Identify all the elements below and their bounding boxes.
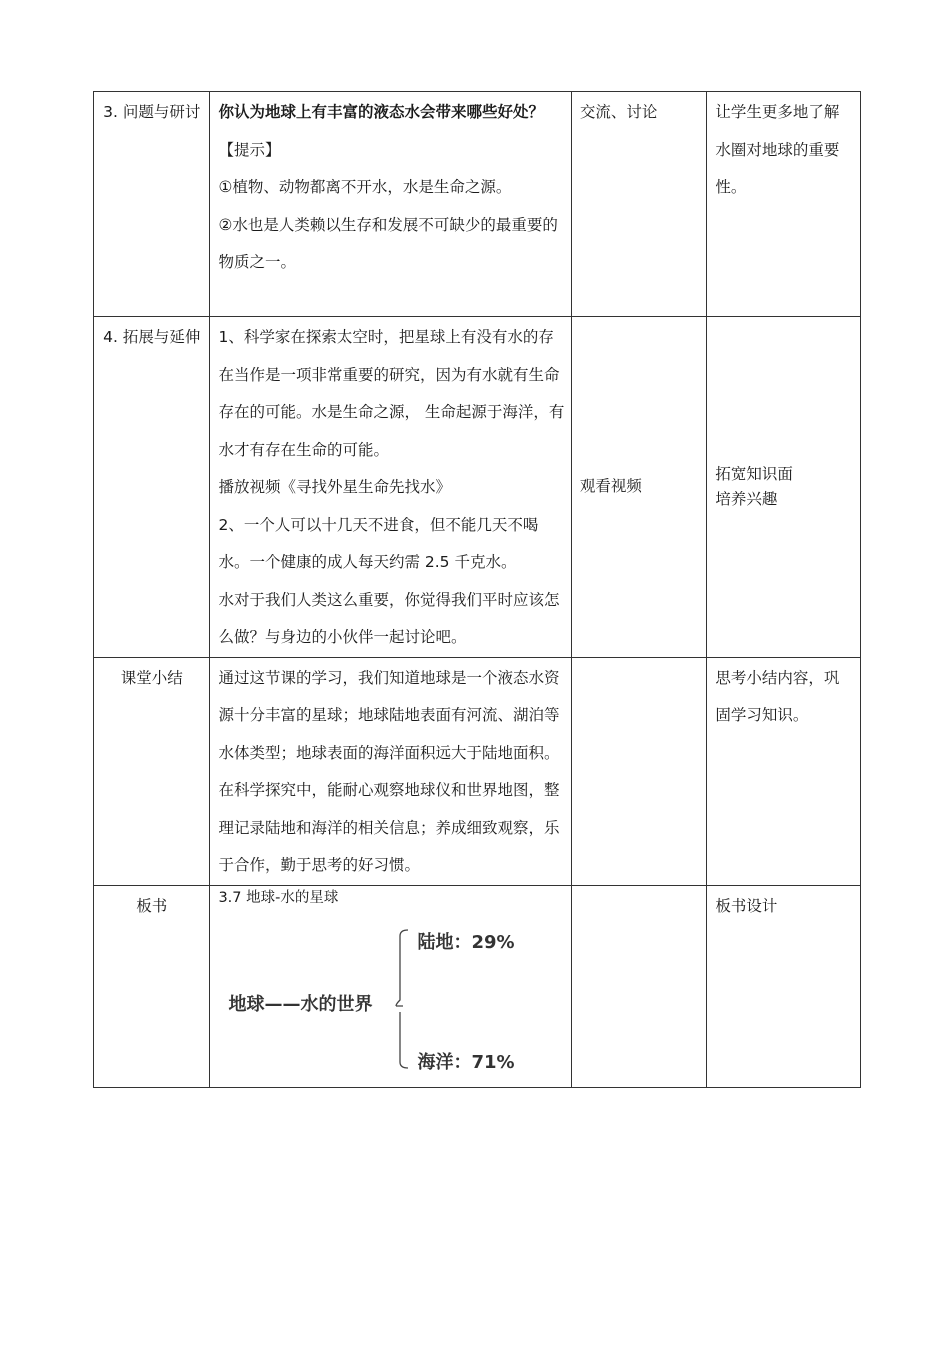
activity-cell: [571, 317, 707, 658]
content-paragraph: 水对于我们人类这么重要，你觉得我们平时应该怎么做？与身边的小伙伴一起讨论吧。: [218, 590, 560, 646]
video-title: 播放视频《寻找外星生命先找水》: [218, 478, 451, 496]
table-row: [94, 885, 861, 1087]
table-row: [94, 657, 861, 885]
diagram-center-label: 地球——水的世界: [228, 993, 373, 1015]
table-row: [94, 92, 861, 317]
diagram-ocean-label: 海洋：71%: [417, 1051, 515, 1073]
intent-cell: [707, 92, 861, 317]
intent-text: 让学生更多地了解水圈对地球的重要性。: [715, 103, 840, 196]
discussion-question: 你认为地球上有丰富的液态水会带来哪些好处？: [218, 103, 544, 121]
content-cell: [210, 317, 571, 658]
activity-text: [572, 886, 707, 888]
content-cell: [210, 885, 571, 1087]
activity-cell: [571, 92, 707, 317]
intent-cell: [707, 317, 861, 658]
content-paragraph: 2、一个人可以十几天不进食，但不能几天不喝水。一个健康的成人每天约需 2.5 千克水。: [218, 515, 539, 571]
row-label: 4. 拓展与延伸: [103, 328, 201, 346]
intent-line: 拓宽知识面: [715, 464, 793, 483]
row-label: 3. 问题与研讨: [103, 103, 201, 121]
hint-heading: 【提示】: [218, 140, 281, 159]
intent-text: 思考小结内容，巩固学习知识。: [715, 668, 840, 724]
diagram-land-label: 陆地：29%: [417, 931, 515, 953]
content-paragraph: 1、科学家在探索太空时，把星球上有没有水的存在当作是一项非常重要的研究，因为有水就有生命存在的可能。水是生命之源， 生命起源于海洋，有水才有存在生命的可能。: [218, 328, 565, 459]
activity-text: [572, 658, 707, 660]
row-label: 板书: [136, 896, 168, 915]
board-diagram: [210, 908, 570, 1086]
intent-cell: [707, 885, 861, 1087]
row-label-cell: [94, 92, 210, 317]
activity-cell: [571, 657, 707, 885]
hint-item: ①植物、动物都离不开水，水是生命之源。: [218, 178, 512, 196]
activity-text: 观看视频: [579, 477, 642, 496]
intent-text: 板书设计: [715, 896, 778, 915]
summary-paragraph: 通过这节课的学习，我们知道地球是一个液态水资源十分丰富的星球；地球陆地表面有河流、湖泊等水体类型；地球表面的海洋面积远大于陆地面积。在科学探究中，能耐心观察地球仪和世界地图，整理记录陆地和海洋的相关信息；养成细致观察，乐于合作，勤于思考的好习惯。: [218, 668, 560, 874]
board-title: 3.7 地球-水的星球: [218, 889, 339, 906]
table-row: [94, 317, 861, 658]
row-label-cell: [94, 317, 210, 658]
row-label-cell: [94, 657, 210, 885]
activity-text: 交流、讨论: [579, 103, 658, 121]
hint-item: ②水也是人类赖以生存和发展不可缺少的最重要的物质之一。: [218, 215, 558, 271]
row-label-cell: [94, 885, 210, 1087]
content-cell: [210, 657, 571, 885]
lesson-plan-table: [93, 91, 861, 1088]
intent-cell: [707, 657, 861, 885]
row-label: 课堂小结: [120, 668, 183, 687]
activity-cell: [571, 885, 707, 1087]
content-cell: [210, 92, 571, 317]
intent-line: 培养兴趣: [715, 489, 778, 508]
